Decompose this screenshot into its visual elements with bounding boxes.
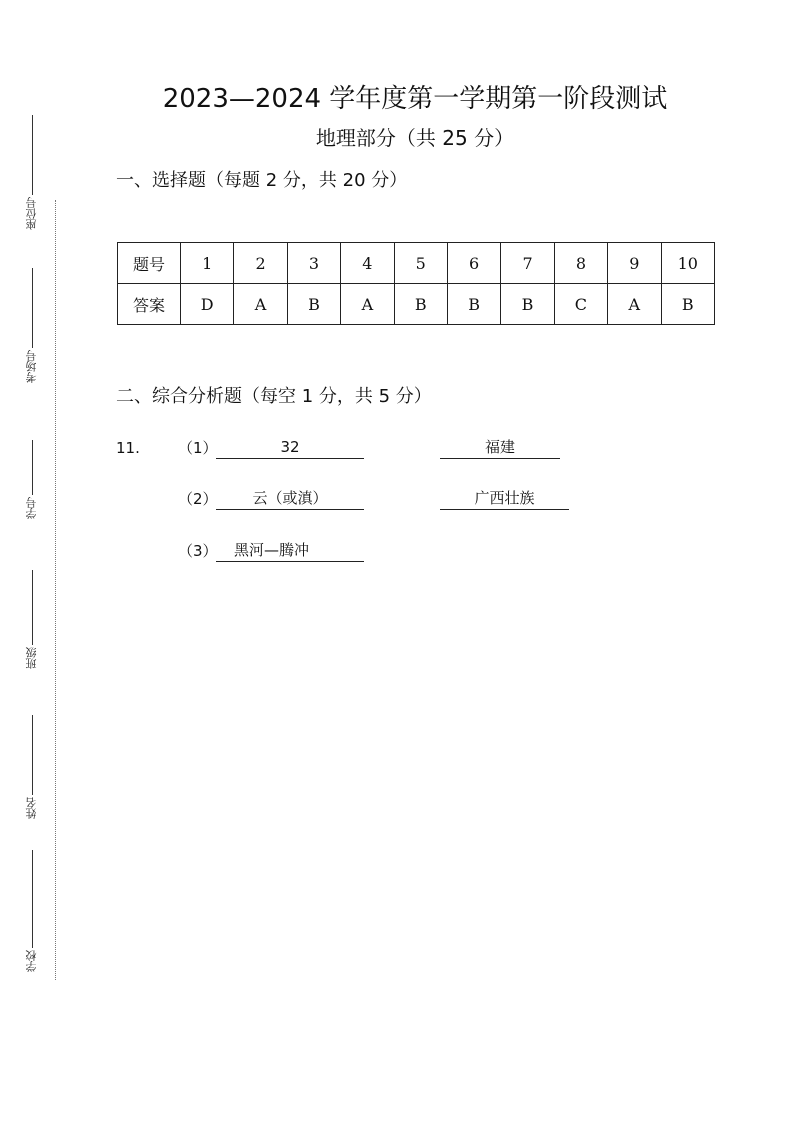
question-number-cell: 1: [181, 243, 234, 284]
section1-heading: 一、选择题（每题 2 分，共 20 分）: [116, 170, 408, 191]
answer-cell: B: [447, 284, 500, 325]
question-11-number: 11.: [116, 439, 140, 457]
name-line: [32, 715, 33, 795]
table-row-numbers: [118, 243, 715, 284]
table-row-answers: [118, 284, 715, 325]
page-subtitle: 地理部分（共 25 分）: [315, 126, 515, 150]
page-title: 2023—2024 学年度第一学期第一阶段测试: [162, 84, 668, 114]
seat-number-label: 座位号: [25, 197, 38, 230]
part-1-answer-1: 32: [216, 437, 364, 459]
school-label: 学校: [25, 950, 38, 972]
part-2-answer-1: 云（或滇）: [216, 488, 364, 510]
question-number-cell: 5: [394, 243, 447, 284]
answer-cell: A: [234, 284, 287, 325]
class-label: 班级: [25, 647, 38, 669]
exam-room-field: [22, 268, 42, 383]
class-field: [22, 570, 42, 669]
part-3-answer-1: 黑河—腾冲: [216, 540, 364, 562]
question-number-cell: 3: [287, 243, 340, 284]
answer-cell: B: [287, 284, 340, 325]
answer-cell: A: [608, 284, 661, 325]
part-1-label: （1）: [178, 439, 218, 457]
student-id-field: [22, 440, 42, 519]
row-label-answer: 答案: [118, 284, 181, 325]
student-id-label: 学号: [25, 497, 38, 519]
part-2-answer-2: 广西壮族: [440, 488, 569, 510]
name-field: [22, 715, 42, 819]
name-label: 姓名: [25, 797, 38, 819]
question-number-cell: 8: [554, 243, 607, 284]
question-number-cell: 6: [447, 243, 500, 284]
answer-cell: A: [341, 284, 394, 325]
question-number-cell: 4: [341, 243, 394, 284]
part-1-answer-2: 福建: [440, 437, 560, 459]
answer-cell: D: [181, 284, 234, 325]
question-number-cell: 9: [608, 243, 661, 284]
answer-cell: C: [554, 284, 607, 325]
exam-room-line: [32, 268, 33, 348]
question-number-cell: 10: [661, 243, 714, 284]
row-label-number: 题号: [118, 243, 181, 284]
student-id-line: [32, 440, 33, 495]
question-number-cell: 7: [501, 243, 554, 284]
section2-heading: 二、综合分析题（每空 1 分，共 5 分）: [116, 386, 432, 407]
school-field: [22, 850, 42, 972]
answer-cell: B: [394, 284, 447, 325]
exam-room-label: 考场号: [25, 350, 38, 383]
part-3-label: （3）: [178, 542, 218, 560]
class-line: [32, 570, 33, 645]
answer-table: [117, 242, 715, 325]
binding-dotted-line: [55, 200, 56, 980]
question-number-cell: 2: [234, 243, 287, 284]
answer-cell: B: [661, 284, 714, 325]
part-2-label: （2）: [178, 490, 218, 508]
answer-cell: B: [501, 284, 554, 325]
school-line: [32, 850, 33, 948]
